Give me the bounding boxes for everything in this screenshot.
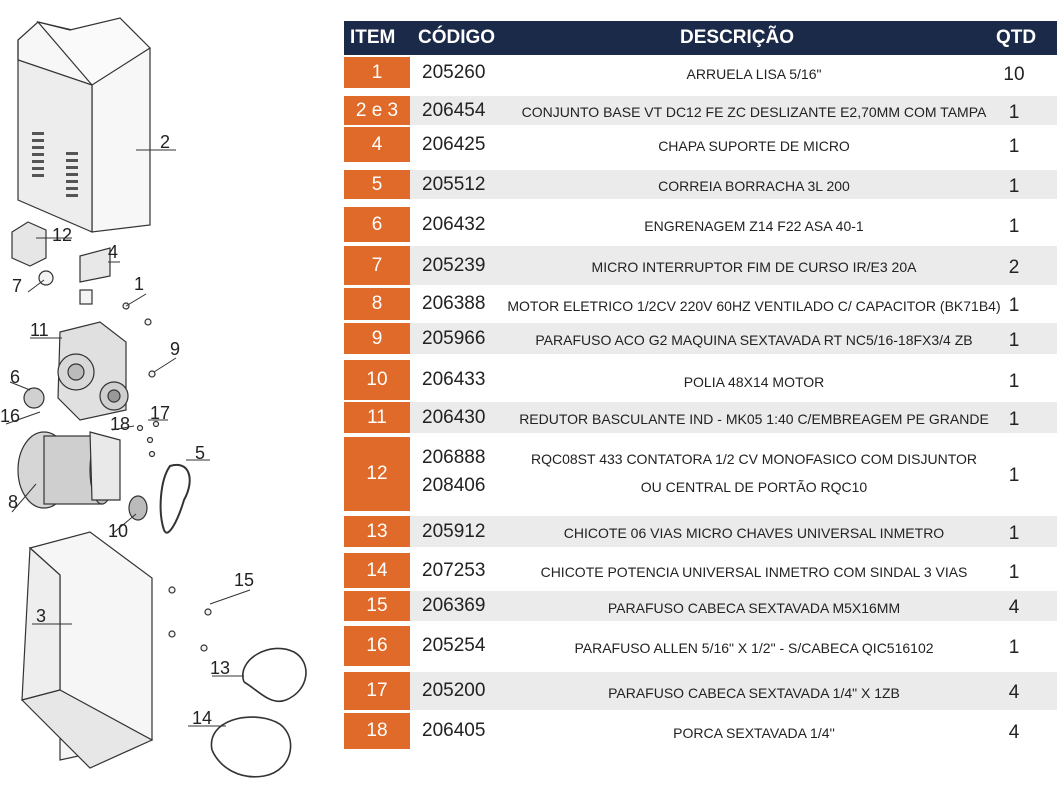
part-code: 206369 [422, 595, 486, 616]
item-number: 10 [344, 360, 410, 400]
callout-9: 9 [170, 339, 181, 359]
table-row [344, 57, 1057, 88]
part-description: ENGRENAGEM Z14 F22 ASA 40-1 [644, 218, 864, 234]
part-code: 205966 [422, 327, 486, 349]
table-row [344, 127, 1057, 162]
item-number: 1 [344, 57, 410, 88]
exploded-view-diagram [0, 0, 340, 784]
exploded-view-drawing [0, 0, 340, 784]
table-row [344, 713, 1057, 749]
callout-12: 12 [52, 225, 73, 245]
table-row [344, 672, 1057, 710]
part-code: 206388 [422, 293, 486, 314]
part-code: 205512 [422, 173, 486, 195]
callout-6: 6 [10, 367, 21, 387]
table-header [344, 21, 1057, 55]
table-row [344, 96, 1057, 125]
callout-5: 5 [195, 443, 206, 463]
part-code: 208406 [422, 475, 486, 496]
part-description: PARAFUSO ACO G2 MAQUINA SEXTAVADA RT NC5/16-18FX3/4 ZB [535, 332, 973, 348]
table-row [344, 402, 1057, 433]
item-number: 15 [344, 591, 410, 621]
quantity: 10 [1003, 63, 1025, 85]
quantity: 1 [1008, 215, 1020, 237]
table-row [344, 437, 1057, 511]
part-description: PARAFUSO CABECA SEXTAVADA M5X16MM [607, 599, 901, 616]
part-description: ARRUELA LISA 5/16" [686, 66, 822, 82]
part-description: PARAFUSO CABECA SEXTAVADA 1/4" X 1ZB [608, 684, 900, 701]
part-code: 205254 [422, 635, 486, 656]
callout-3: 3 [36, 606, 47, 626]
callout-14: 14 [192, 708, 213, 728]
callout-1: 1 [134, 274, 145, 294]
quantity: 2 [1008, 256, 1020, 278]
part-code: 206425 [422, 133, 486, 155]
header-item: ITEM [350, 27, 396, 48]
part-description: MICRO INTERRUPTOR FIM DE CURSO IR/E3 20A [591, 259, 917, 275]
callout-8: 8 [8, 492, 19, 512]
part-description: POLIA 48X14 MOTOR [683, 373, 825, 390]
quantity: 1 [1008, 561, 1020, 583]
quantity: 1 [1008, 135, 1020, 157]
part-description: CHICOTE 06 VIAS MICRO CHAVES UNIVERSAL INMETRO [563, 525, 945, 541]
part-description: CORREIA BORRACHA 3L 200 [658, 178, 850, 194]
part-description: CONJUNTO BASE VT DC12 FE ZC DESLIZANTE E2,70MM COM TAMPA [521, 104, 987, 120]
item-number: 5 [344, 170, 410, 199]
part-code: 205260 [422, 61, 486, 83]
part-description: MOTOR ELETRICO 1/2CV 220V 60HZ VENTILADO C/ CAPACITOR (BK71B4) [507, 297, 1001, 314]
table-row [344, 207, 1057, 242]
quantity: 1 [1008, 408, 1020, 430]
item-number: 8 [344, 288, 410, 320]
callout-2: 2 [160, 132, 171, 152]
part-code: 206433 [422, 369, 486, 390]
quantity: 1 [1008, 371, 1020, 392]
header-qtd: QTD [996, 27, 1037, 48]
item-number: 7 [344, 246, 410, 285]
item-number: 12 [344, 437, 410, 511]
part-code: 206454 [422, 99, 486, 121]
callout-4: 4 [108, 242, 119, 262]
header-descricao: DESCRIÇÃO [680, 27, 795, 48]
table-row [344, 360, 1057, 400]
quantity: 4 [1008, 722, 1020, 743]
table-row [344, 323, 1057, 354]
quantity: 1 [1008, 175, 1020, 197]
part-code: 205200 [422, 680, 486, 701]
item-number: 17 [344, 672, 410, 710]
item-number: 11 [344, 402, 410, 433]
header-codigo: CÓDIGO [418, 27, 496, 48]
item-number: 18 [344, 713, 410, 749]
part-code: 205912 [422, 520, 486, 542]
part-code: 207253 [422, 559, 486, 581]
quantity: 1 [1008, 637, 1020, 658]
part-description: REDUTOR BASCULANTE IND - MK05 1:40 C/EMBREAGEM PE GRANDE [519, 411, 989, 427]
table-row [344, 170, 1057, 199]
quantity: 1 [1008, 101, 1020, 123]
quantity: 1 [1008, 522, 1020, 544]
item-number: 13 [344, 516, 410, 547]
part-description: RQC08ST 433 CONTATORA 1/2 CV MONOFASICO COM DISJUNTOR [530, 451, 978, 467]
part-code: 206432 [422, 213, 486, 235]
callout-10: 10 [108, 521, 129, 541]
quantity: 1 [1008, 329, 1020, 351]
callout-11: 11 [30, 320, 49, 340]
callout-15: 15 [234, 570, 255, 590]
item-number: 14 [344, 553, 410, 588]
part-description: CHICOTE POTENCIA UNIVERSAL INMETRO COM SINDAL 3 VIAS [540, 564, 968, 580]
callout-13: 13 [210, 658, 231, 678]
item-number: 2 e 3 [344, 96, 410, 125]
callout-16: 16 [0, 406, 21, 426]
part-code: 206430 [422, 406, 486, 428]
callout-17: 17 [150, 403, 171, 423]
table-row [344, 626, 1057, 666]
table-row [344, 288, 1057, 320]
item-number: 16 [344, 626, 410, 666]
part-description: PARAFUSO ALLEN 5/16" X 1/2" - S/CABECA QIC516102 [574, 639, 934, 656]
part-description: OU CENTRAL DE PORTÃO RQC10 [640, 479, 868, 495]
callout-18: 18 [110, 414, 131, 434]
quantity: 4 [1008, 682, 1020, 703]
table-row [344, 516, 1057, 547]
quantity: 1 [1008, 465, 1020, 486]
item-number: 6 [344, 207, 410, 242]
item-number: 4 [344, 127, 410, 162]
table-row [344, 553, 1057, 588]
part-code: 205239 [422, 254, 486, 276]
part-description: CHAPA SUPORTE DE MICRO [658, 138, 850, 154]
part-description: PORCA SEXTAVADA 1/4'' [673, 724, 835, 741]
table-row [344, 246, 1057, 285]
part-code: 206405 [422, 720, 486, 741]
table-row [344, 591, 1057, 621]
part-code: 206888 [422, 447, 486, 468]
quantity: 4 [1008, 597, 1020, 618]
callout-7: 7 [12, 276, 23, 296]
quantity: 1 [1008, 295, 1020, 316]
item-number: 9 [344, 323, 410, 354]
